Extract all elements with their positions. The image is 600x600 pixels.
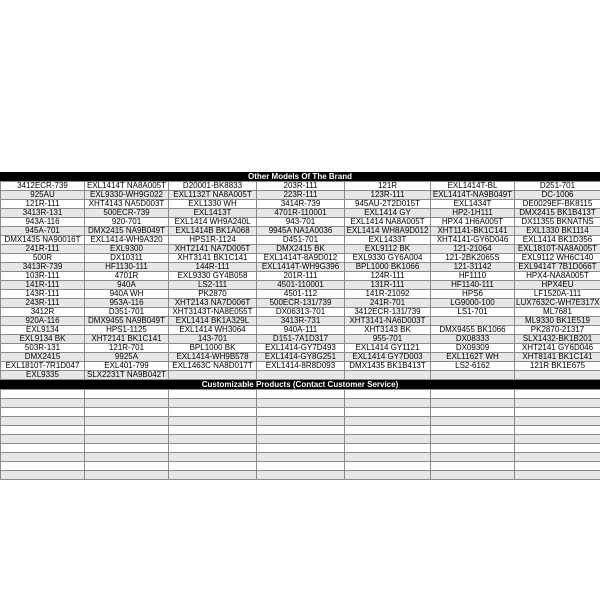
blank-cell — [515, 417, 600, 426]
blank-row — [1, 399, 600, 408]
model-cell: EXL1810T-NA8A005T — [515, 245, 600, 254]
model-cell: EXL1414T-WH9G396 — [257, 263, 345, 272]
model-cell: DMX2415 — [1, 353, 85, 362]
model-cell: EXL1414-WH9B578 — [169, 353, 257, 362]
model-cell: 4701R — [85, 272, 169, 281]
model-cell: D151-7A1D317 — [257, 335, 345, 344]
blank-cell — [515, 471, 600, 480]
model-cell: EXL1414B BK1A068 — [169, 227, 257, 236]
model-cell: DMX1435 BK1B413T — [345, 362, 431, 371]
table-row — [1, 272, 600, 281]
model-cell: D351-701 — [85, 308, 169, 317]
model-cell: 121R-701 — [85, 344, 169, 353]
model-cell: EXL1414T-8A9D012 — [257, 254, 345, 263]
blank-cell — [515, 453, 600, 462]
model-sheet — [0, 172, 600, 480]
model-cell: 945A-701 — [1, 227, 85, 236]
model-cell: HPS6 — [431, 290, 515, 299]
model-cell: XHT4143 NA5D003T — [85, 200, 169, 209]
blank-cell — [85, 390, 169, 399]
model-cell: ML7681 — [515, 308, 600, 317]
models-table — [0, 181, 600, 380]
model-cell: EXL1414-GY7D493 — [257, 344, 345, 353]
model-cell: DX10311 — [85, 254, 169, 263]
model-cell: EXL9134 — [1, 326, 85, 335]
model-cell: BPL1000 BK — [169, 344, 257, 353]
model-cell: EXL1463C NA8D017T — [169, 362, 257, 371]
table-row — [1, 299, 600, 308]
blank-cell — [257, 390, 345, 399]
blank-row — [1, 453, 600, 462]
table-row — [1, 326, 600, 335]
model-cell: 121R — [345, 182, 431, 191]
blank-cell — [85, 408, 169, 417]
blank-cell — [85, 426, 169, 435]
model-cell: 3412R — [1, 308, 85, 317]
model-cell: EXL1810T-7R1D047 — [1, 362, 85, 371]
blank-cell — [345, 462, 431, 471]
blank-cell — [431, 471, 515, 480]
model-cell: LUX7632C-WH7E317X — [516, 298, 600, 307]
table-row — [1, 236, 600, 245]
model-cell: EXL1414-WH9A320 — [85, 236, 169, 245]
blank-cell — [1, 444, 85, 453]
model-cell: EXL1414 BK1A329L — [169, 317, 257, 326]
model-cell: DMX2415 NA9B049T — [85, 227, 169, 236]
model-cell: LG9000-100 — [431, 299, 515, 308]
blank-row — [1, 408, 600, 417]
model-cell: PK2870-21317 — [515, 326, 600, 335]
blank-cell — [431, 417, 515, 426]
model-cell: XHT2141 NA7D005T — [169, 245, 257, 254]
model-cell: EXL1414T-BL — [431, 182, 515, 191]
blank-cell — [1, 462, 85, 471]
model-cell: DMX9455 BK1066 — [431, 326, 515, 335]
blank-cell — [345, 444, 431, 453]
blank-cell — [257, 399, 345, 408]
table-row — [1, 209, 600, 218]
blank-cell — [345, 426, 431, 435]
model-cell: DX06313-701 — [257, 308, 345, 317]
model-cell: EXL1330 WH — [169, 200, 257, 209]
model-cell: DX08333 — [431, 335, 515, 344]
model-cell: EXL1414T-NA9B049T — [431, 191, 515, 200]
blank-cell — [257, 471, 345, 480]
model-cell: 141R-21092 — [345, 290, 431, 299]
blank-cell — [169, 453, 257, 462]
model-cell: 141R-111 — [1, 281, 85, 290]
model-cell: 121-2BK2065S — [431, 254, 515, 263]
blank-cell — [257, 417, 345, 426]
model-cell: EXL1414 WH8A9D012 — [345, 227, 431, 236]
model-cell: D251-701 — [515, 182, 600, 191]
model-cell: 955-701 — [345, 335, 431, 344]
blank-cell — [431, 444, 515, 453]
model-cell: 3413R-731 — [257, 317, 345, 326]
model-cell: EXL1433T — [345, 236, 431, 245]
table-row — [1, 317, 600, 326]
model-cell: EXL9112 WH6C140 — [515, 254, 600, 263]
table-row — [1, 362, 600, 371]
model-cell: 121R-111 — [1, 200, 85, 209]
blank-cell — [85, 399, 169, 408]
blank-cell — [85, 444, 169, 453]
blank-cell — [515, 435, 600, 444]
model-cell: 940A — [85, 281, 169, 290]
blank-cell — [1, 471, 85, 480]
blank-row — [1, 444, 600, 453]
model-cell: 103R-111 — [1, 272, 85, 281]
model-cell: XHT2143 NA7D006T — [169, 299, 257, 308]
model-cell — [431, 371, 515, 380]
blank-cell — [169, 408, 257, 417]
model-cell: 121R BK1E675 — [515, 362, 600, 371]
blank-cell — [345, 435, 431, 444]
model-cell: 241R-111 — [1, 245, 85, 254]
model-cell: XHT1141-BK1C141 — [431, 227, 515, 236]
model-cell: 241R-701 — [345, 299, 431, 308]
model-cell: EXL1162T WH — [431, 353, 515, 362]
blank-cell — [431, 453, 515, 462]
model-cell: DMX2415 BK — [257, 245, 345, 254]
model-cell: XHT8141 BK1C141 — [515, 353, 600, 362]
blank-cell — [345, 408, 431, 417]
blank-cell — [345, 417, 431, 426]
model-cell: 3412ECR-131/739 — [345, 308, 431, 317]
model-cell: 121-31142 — [431, 263, 515, 272]
blank-cell — [169, 390, 257, 399]
blank-row — [1, 390, 600, 399]
model-cell: DMX9455 NA9B049T — [85, 317, 169, 326]
model-cell: 123R-111 — [345, 191, 431, 200]
blank-cell — [515, 408, 600, 417]
model-cell — [257, 371, 345, 380]
model-cell: 203R-111 — [257, 182, 345, 191]
model-cell: 131R-111 — [345, 281, 431, 290]
model-cell: DX09309 — [431, 344, 515, 353]
model-cell: DMX2415 BK1B413T — [515, 209, 600, 218]
blank-cell — [345, 390, 431, 399]
table-row — [1, 281, 600, 290]
model-cell — [431, 317, 515, 326]
blank-cell — [85, 435, 169, 444]
model-cell: EXL1434T — [431, 200, 515, 209]
blank-row — [1, 462, 600, 471]
model-cell: HPX4 1H6A005T — [431, 218, 515, 227]
blank-cell — [257, 435, 345, 444]
other-models-header: Other Models Of The Brand — [0, 172, 600, 181]
table-row — [1, 290, 600, 299]
model-cell: HF1130-111 — [85, 263, 169, 272]
model-cell: EXL1414-8R8D093 — [257, 362, 345, 371]
model-cell: LS1-701 — [431, 308, 515, 317]
table-row — [1, 344, 600, 353]
model-cell: 3413R-131 — [1, 209, 85, 218]
blank-cell — [169, 399, 257, 408]
model-cell: EXL9330 GY4B058 — [169, 272, 257, 281]
model-cell: 943-701 — [257, 218, 345, 227]
table-row — [1, 200, 600, 209]
model-cell: 953A-116 — [85, 299, 169, 308]
model-cell: DMX1435 NA90016T — [1, 236, 85, 245]
blank-cell — [169, 444, 257, 453]
model-cell: 144R-111 — [169, 263, 257, 272]
model-cell: XHT2141 GY6D046 — [515, 344, 600, 353]
model-cell: 3413R-739 — [1, 263, 85, 272]
table-row — [1, 245, 600, 254]
model-cell: EXL9335 — [1, 371, 85, 380]
model-cell: EXL1414 WH9A240L — [169, 218, 257, 227]
table-row — [1, 218, 600, 227]
model-cell — [515, 371, 600, 380]
model-cell: 4501-112 — [257, 290, 345, 299]
model-cell: 9945A NA1A0036 — [257, 227, 345, 236]
model-cell: EXL9300 — [85, 245, 169, 254]
model-cell: HPX4EU — [515, 281, 600, 290]
model-cell: SLX1432-BK1B201 — [515, 335, 600, 344]
model-cell: 4501-110001 — [257, 281, 345, 290]
blank-cell — [1, 390, 85, 399]
table-row — [1, 254, 600, 263]
model-cell: ML9330 BK1E519 — [515, 317, 600, 326]
model-cell: HPS1R-1124 — [169, 236, 257, 245]
blank-cell — [515, 462, 600, 471]
model-cell: 500ECR-739 — [85, 209, 169, 218]
model-cell: 3414R-739 — [257, 200, 345, 209]
blank-cell — [85, 417, 169, 426]
table-row — [1, 353, 600, 362]
table-row — [1, 227, 600, 236]
model-cell: SLX2231T NA9B042T — [85, 371, 169, 380]
blank-row — [1, 435, 600, 444]
model-cell: XHT4141-GY6D046 — [431, 236, 515, 245]
table-row — [1, 182, 600, 191]
blank-cell — [431, 399, 515, 408]
blank-cell — [169, 471, 257, 480]
model-cell: XHT3143 BK — [345, 326, 431, 335]
blank-cell — [431, 408, 515, 417]
model-cell: 940A-111 — [257, 326, 345, 335]
model-cell: EXL1414 WH3064 — [169, 326, 257, 335]
model-cell: 925AU — [1, 191, 85, 200]
blank-cell — [515, 390, 600, 399]
model-cell: LF1520A-111 — [515, 290, 600, 299]
model-cell: EXL401-799 — [85, 362, 169, 371]
blank-cell — [257, 426, 345, 435]
blank-cell — [1, 453, 85, 462]
blank-cell — [431, 462, 515, 471]
blank-cell — [169, 435, 257, 444]
model-cell: HPS1-1125 — [85, 326, 169, 335]
model-cell: 503R-131 — [1, 344, 85, 353]
model-cell: D451-701 — [257, 236, 345, 245]
model-cell: 945AU-2T2D015T — [345, 200, 431, 209]
model-cell: XHT3141 BK1C141 — [169, 254, 257, 263]
table-row — [1, 191, 600, 200]
model-cell: 121-21064 — [431, 245, 515, 254]
model-cell: DE0029EF-BK8115 — [515, 200, 600, 209]
blank-cell — [1, 408, 85, 417]
blank-cell — [85, 453, 169, 462]
blank-row — [1, 426, 600, 435]
model-cell: XHT2141 BK1C141 — [85, 335, 169, 344]
model-cell: 223R-111 — [257, 191, 345, 200]
blank-cell — [345, 471, 431, 480]
model-cell: 143-701 — [169, 335, 257, 344]
model-cell: 500ECR-131/739 — [257, 299, 345, 308]
blank-cell — [515, 426, 600, 435]
model-cell: EXL1414 BK1D356 — [515, 236, 600, 245]
blank-cell — [257, 408, 345, 417]
blank-cell — [257, 444, 345, 453]
model-cell: EXL9414T 7B1D066T — [515, 263, 600, 272]
model-cell: 943A-116 — [1, 218, 85, 227]
blank-cell — [169, 417, 257, 426]
blank-cell — [1, 417, 85, 426]
model-cell: HP2-1H111 — [431, 209, 515, 218]
model-cell: XHT3141-NA6D003T — [345, 317, 431, 326]
model-cell — [345, 371, 431, 380]
model-cell: EXL1413T — [169, 209, 257, 218]
model-cell: PK2870 — [169, 290, 257, 299]
model-cell: BPL1000 BK1066 — [345, 263, 431, 272]
blank-cell — [431, 390, 515, 399]
model-cell: 940A WH — [85, 290, 169, 299]
blank-cell — [257, 462, 345, 471]
model-cell: D20001-BK8833 — [169, 182, 257, 191]
model-cell: XHT3143T-NA8E055T — [169, 308, 257, 317]
model-cell: EXL1414 GY7D003 — [345, 353, 431, 362]
blank-cell — [169, 462, 257, 471]
blank-cell — [1, 435, 85, 444]
model-cell: EXL1132T NA8A005T — [169, 191, 257, 200]
model-cell: DC-1006 — [515, 191, 600, 200]
model-cell: 500R — [1, 254, 85, 263]
model-cell: LS2-111 — [169, 281, 257, 290]
model-cell: 243R-111 — [1, 299, 85, 308]
model-cell: 920A-116 — [1, 317, 85, 326]
model-cell: EXL1330 BK1114 — [515, 227, 600, 236]
model-cell: EXL9112 BK — [345, 245, 431, 254]
model-cell: 920-701 — [85, 218, 169, 227]
model-cell: 3412ECR-739 — [1, 182, 85, 191]
model-cell: 143R-111 — [1, 290, 85, 299]
model-cell: 4701R-110001 — [257, 209, 345, 218]
blank-cell — [1, 399, 85, 408]
blank-row — [1, 471, 600, 480]
model-cell: EXL1414 GY — [345, 209, 431, 218]
model-cell: EXL9134 BK — [1, 335, 85, 344]
table-row — [1, 335, 600, 344]
model-cell: 124R-111 — [345, 272, 431, 281]
model-cell: HF1110 — [431, 272, 515, 281]
model-cell: 201R-111 — [257, 272, 345, 281]
blank-cell — [515, 399, 600, 408]
blank-cell — [345, 453, 431, 462]
blank-cell — [345, 399, 431, 408]
table-row — [1, 308, 600, 317]
blank-cell — [85, 462, 169, 471]
blank-cell — [515, 444, 600, 453]
blank-cell — [85, 471, 169, 480]
model-cell — [169, 371, 257, 380]
model-cell: EXL1414 NA8A005T — [345, 218, 431, 227]
customizable-table — [0, 389, 600, 480]
model-cell: EXL9330-WH9G022 — [85, 191, 169, 200]
model-cell: EXL1414 GY1121 — [345, 344, 431, 353]
blank-cell — [431, 435, 515, 444]
model-cell: EXL9330 GY6A004 — [345, 254, 431, 263]
blank-cell — [169, 426, 257, 435]
model-cell: EXL1414-GY8G251 — [257, 353, 345, 362]
model-cell: 9925A — [85, 353, 169, 362]
customizable-products-header: Customizable Products (Contact Customer Service) — [0, 380, 600, 389]
model-cell: EXL1414T NA8A005T — [85, 182, 169, 191]
blank-row — [1, 417, 600, 426]
model-cell: DX11355 BKNATNS — [515, 218, 600, 227]
table-row — [1, 263, 600, 272]
table-row — [1, 371, 600, 380]
model-cell: HF1140-111 — [431, 281, 515, 290]
model-cell: LS2-6162 — [431, 362, 515, 371]
model-cell: HPX4-NA8A005T — [515, 272, 600, 281]
blank-cell — [431, 426, 515, 435]
blank-cell — [1, 426, 85, 435]
blank-cell — [257, 453, 345, 462]
